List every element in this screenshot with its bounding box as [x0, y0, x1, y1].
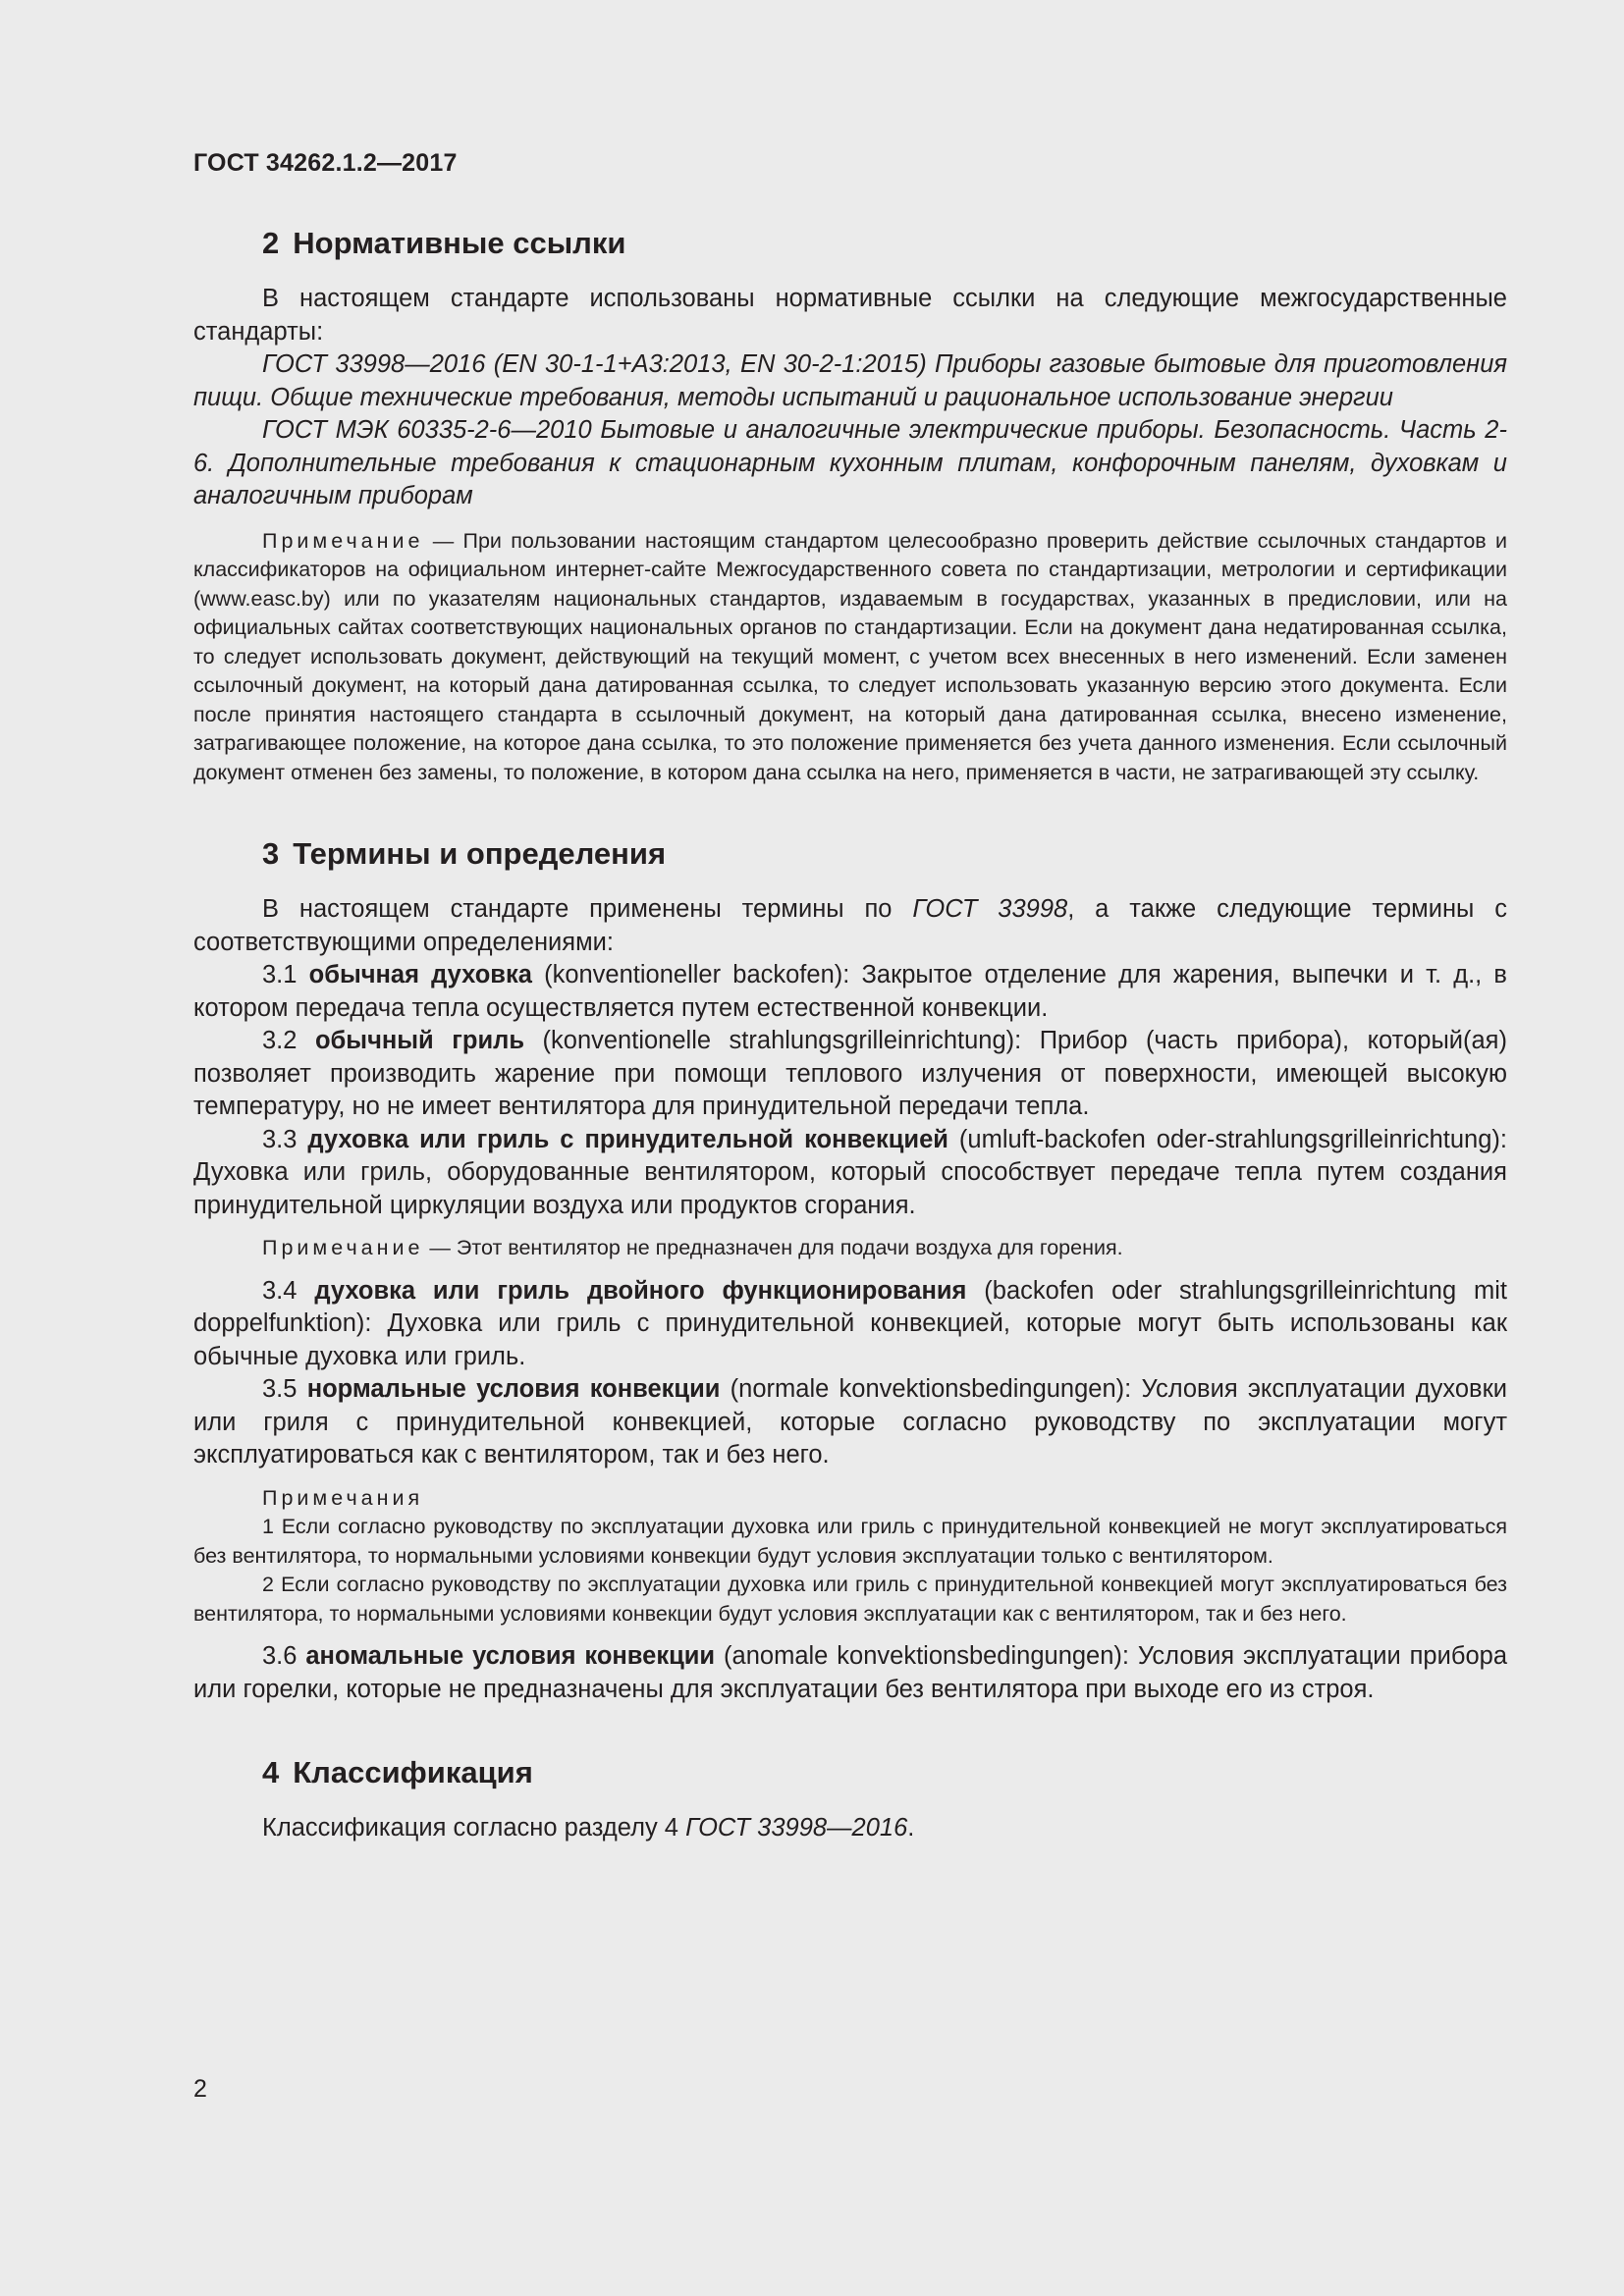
term-3-6: 3.6 аномальные условия конвекции (anomale konvektionsbedingungen): Условия эксплуатации прибора или горелки, которые не предназначены для эксплуатации без вентилятора при выходе его из строя.: [193, 1642, 1507, 1703]
term-3-2: 3.2 обычный гриль (konventionelle strahlungsgrilleinrichtung): Прибор (часть прибора), который(ая) позволяет производить жарение при помощи теплового излучения от поверхности, имеющей высокую температуру, но не имеет вентилятора для принудительной передачи тепла.: [193, 1027, 1507, 1120]
term-3-5-note-1: 1 Если согласно руководству по эксплуатации духовка или гриль с принудительной конвекцией не могут эксплуатироваться без вентилятора, то нормальными условиями конвекции будут условия эксплуатации только с вентилятором.: [193, 1515, 1507, 1568]
term-3-5-note-2: 2 Если согласно руководству по эксплуатации духовка или гриль с принудительной конвекцией могут эксплуатироваться без вентилятора, то нормальными условиями конвекции будут условия эксплуатации как с вентилятором, так и без него.: [193, 1573, 1507, 1626]
section-2-heading: [193, 224, 1507, 263]
term-3-3: 3.3 духовка или гриль с принудительной конвекцией (umluft-backofen oder-strahlungsgrilleinrichtung): Духовка или гриль, оборудованные вентилятором, который способствует передаче тепла путем создания принудительной циркуляции воздуха или продуктов сгорания.: [193, 1125, 1507, 1219]
note-text: При пользовании настоящим стандартом целесообразно проверить действие ссылочных стандартов и классификаторов на официальном интернет-сайте Межгосударственного совета по стандартизации, метрологии и сертификации (www.easc.by) или по указателям национальных стандартов, издаваемым в государствах, указанных в предисловии, или на официальных сайтах соответствующих национальных органов по стандартизации. Если на документ дана недатированная ссылка, то следует использовать документ, действующий на текущий момент, с учетом всех внесенных в него изменений. Если заменен ссылочный документ, на который дана датированная ссылка, то следует использовать указанную версию этого документа. Если после принятия настоящего стандарта в ссылочный документ, на который дана датированная ссылка, внесено изменение, затрагивающее положение, на которое дана ссылка, то это положение применяется без учета данного изменения. Если ссылочный документ отменен без замены, то положение, в котором дана ссылка на него, применяется в части, не затрагивающей эту ссылку.: [193, 528, 1507, 784]
reference-gost-iec-60335: ГОСТ МЭК 60335-2-6—2010 Бытовые и аналогичные электрические приборы. Безопасность. Часть 2-6. Дополнительные требования к стационарным кухонным плитам, конфорочным панелям, духовкам и аналогичным приборам: [193, 416, 1507, 509]
section-title: Термины и определения: [293, 836, 667, 871]
term-3-1: 3.1 обычная духовка (konventioneller backofen): Закрытое отделение для жарения, выпечки и т. д., в котором передача тепла осуществляется путем естественной конвекции.: [193, 961, 1507, 1022]
document-body: [193, 224, 1507, 1845]
term-name: обычный гриль: [314, 1027, 524, 1054]
term-3-5: 3.5 нормальные условия конвекции (normale konvektionsbedingungen): Условия эксплуатации духовки или гриля с принудительной конвекцией, которые согласно руководству по эксплуатации могут эксплуатироваться как с вентилятором, так и без него.: [193, 1375, 1507, 1468]
term-name: духовка или гриль двойного функционирования: [314, 1276, 967, 1305]
section-3-intro: В настоящем стандарте применены термины по ГОСТ 33998, а также следующие термины с соответствующими определениями:: [193, 895, 1508, 956]
section-4-text: Классификация согласно разделу 4 ГОСТ 33998—2016.: [262, 1814, 915, 1842]
section-4-heading: [193, 1753, 1507, 1792]
section-2-intro: В настоящем стандарте использованы нормативные ссылки на следующие межгосударственные стандарты:: [193, 285, 1507, 346]
reference-gost-33998: ГОСТ 33998—2016 (EN 30-1-1+A3:2013, EN 30-2-1:2015) Приборы газовые бытовые для приготовления пищи. Общие технические требования, методы испытаний и рациональное использование энергии: [193, 350, 1507, 411]
term-name: нормальные условия конвекции: [306, 1375, 721, 1403]
term-name: обычная духовка: [308, 961, 532, 988]
note-label: Примечание: [262, 528, 424, 553]
section-number: 2: [262, 226, 280, 260]
page-number: 2: [193, 2075, 207, 2103]
section-title: Классификация: [293, 1755, 533, 1789]
note-text: Этот вентилятор не предназначен для подачи воздуха для горения.: [456, 1236, 1123, 1259]
term-3-5-notes-label: Примечания: [262, 1485, 424, 1510]
term-name: духовка или гриль с принудительной конвекцией: [307, 1125, 948, 1153]
term-3-4: 3.4 духовка или гриль двойного функционирования (backofen oder strahlungsgrilleinrichtung mit doppelfunktion): Духовка или гриль с принудительной конвекцией, которые могут быть использованы как обычные духовка или гриль.: [193, 1276, 1507, 1370]
note-label: Примечание: [262, 1236, 424, 1259]
document-header: ГОСТ 34262.1.2—2017: [193, 149, 458, 177]
section-3-heading: [193, 834, 1507, 874]
section-number: 3: [262, 836, 280, 871]
section-title: Нормативные ссылки: [293, 226, 626, 260]
section-number: 4: [262, 1755, 280, 1789]
term-3-3-note: Примечание — Этот вентилятор не предназначен для подачи воздуха для горения.: [262, 1236, 1123, 1259]
section-2-note: Примечание — При пользовании настоящим стандартом целесообразно проверить действие ссылочных стандартов и классификаторов на официальном интернет-сайте Межгосударственного совета по стандартизации, метрологии и сертификации (www.easc.by) или по указателям национальных стандартов, издаваемым в государствах, указанных в предисловии, или на официальных сайтах соответствующих национальных органов по стандартизации. Если на документ дана недатированная ссылка, то следует использовать документ, действующий на текущий момент, с учетом всех внесенных в него изменений. Если заменен ссылочный документ, на который дана датированная ссылка, то следует использовать указанную версию этого документа. Если после принятия настоящего стандарта в ссылочный документ, на который дана датированная ссылка, внесено изменение, затрагивающее положение, на которое дана ссылка, то это положение применяется без учета данного изменения. Если ссылочный документ отменен без замены, то положение, в котором дана ссылка на него, применяется в части, не затрагивающей эту ссылку.: [193, 528, 1507, 784]
term-name: аномальные условия конвекции: [305, 1642, 716, 1670]
